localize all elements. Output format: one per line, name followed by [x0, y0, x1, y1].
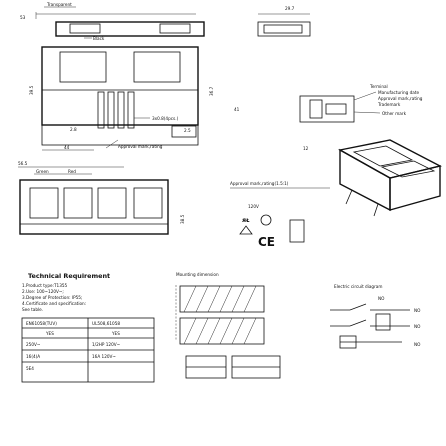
circuit-label-1: NO [378, 296, 385, 301]
table-header-1: EN61058(TUV) [26, 321, 57, 326]
detail-line-2: Approval mark,rating [378, 96, 423, 101]
table-cell-r3c1: 16(4)A [26, 354, 41, 359]
table-cell-r3c2: 16A 120V~ [92, 354, 116, 359]
ce-mark: CE [258, 235, 276, 249]
table-cell-r1c1: YES [46, 331, 54, 336]
mark-box [290, 220, 304, 242]
detail-terminal-label: Terminal [370, 84, 388, 89]
detail-leader-1 [354, 92, 376, 100]
detail-other-label: Other mark [382, 111, 407, 116]
requirement-line-3: 3.Degree of Protection: IP55; [22, 295, 83, 300]
top-cap-inner [264, 25, 302, 33]
top-window-right [160, 24, 190, 33]
detail-slot [310, 100, 322, 118]
terminal-2 [108, 92, 114, 128]
switch-leg-right [374, 204, 378, 216]
certification-table [22, 318, 154, 382]
front-view [18, 161, 185, 234]
circuit-diagram [330, 284, 421, 348]
switch-leg-left [346, 190, 352, 204]
dim-44-label: 44 [64, 145, 70, 150]
requirement-line-5: See table. [22, 307, 44, 312]
dim-12-label: 12 [303, 146, 309, 151]
detail-line-1: Manufacturing date [378, 90, 420, 95]
side-housing-outline [42, 47, 198, 125]
dim-2-8-label: 2.8 [70, 127, 77, 132]
dim-36-7-label: 36.7 [209, 86, 214, 96]
approval-symbols [240, 215, 304, 249]
circuit-coil [376, 314, 390, 330]
mounting-hatching [184, 286, 256, 344]
top-view [20, 2, 310, 41]
terminal-3 [118, 92, 124, 128]
dim-29-7-label: 29.7 [285, 6, 295, 11]
table-cell-r1c2: YES [112, 331, 120, 336]
red-label: Red [68, 169, 76, 174]
dim-53-label: 53 [20, 15, 26, 20]
front-button-far-right [134, 188, 162, 218]
marking-detail [230, 181, 330, 249]
mounting-title: Mounting dimension [176, 272, 219, 277]
circuit-label-2: NO [414, 308, 421, 313]
mounting-dimension [176, 272, 280, 378]
approval-mark-label: Approval mark,rating [118, 144, 163, 149]
dim-41-label: 41 [234, 107, 240, 112]
circuit-label-3: NO [414, 324, 421, 329]
side-upper-block-right [134, 52, 180, 82]
table-cell-r4c1: 5E4 [26, 366, 34, 371]
dim-39-5-label: 39.5 [29, 85, 34, 95]
terminal-size-label: 3x0.8(4pcs.) [152, 116, 179, 121]
circuit-label-4: NO [414, 342, 421, 347]
table-cell-r2c2: 1/2HP 120V~ [92, 342, 121, 347]
terminal-detail [300, 84, 423, 122]
requirements-title: Technical Requirement [28, 272, 111, 280]
table-cell-r2c1: 250V~ [26, 342, 41, 347]
circuit-title: Electric circuit diagram [334, 284, 383, 289]
black-label: Black [93, 36, 105, 41]
voltage-label: 120V [248, 204, 259, 209]
terminal-1 [98, 92, 104, 128]
side-upper-block [60, 52, 106, 82]
requirement-line-4: 4.Certificate and specification: [22, 301, 87, 306]
terminal-4 [128, 92, 134, 128]
approval-leader [106, 140, 118, 148]
circuit-switch-2 [350, 320, 366, 326]
transparent-label: Transparent [47, 2, 72, 7]
dim-2-5-label: 2.5 [184, 128, 191, 133]
requirement-line-1: 1.Product type:T1355 [22, 283, 68, 288]
requirement-line-2: 2.Use: 100~120V~; [22, 289, 64, 294]
detail-line-3: Trademark [378, 102, 401, 107]
green-label: Green [36, 169, 49, 174]
switch-front-face [390, 166, 440, 210]
top-window-left [70, 24, 100, 33]
technical-requirements [22, 272, 154, 382]
warning-triangle [240, 226, 252, 234]
dim-38-5-label: 38.5 [180, 214, 185, 224]
approval-caption: Approval mark,rating(1.5:1) [230, 181, 289, 186]
front-button-right [98, 188, 126, 218]
front-button-left [30, 188, 58, 218]
switch-isometric [340, 140, 440, 216]
detail-tab [326, 104, 346, 114]
tuv-symbol [261, 215, 271, 225]
detail-leader-2 [354, 112, 380, 113]
dim-56-5-label: 56.5 [18, 161, 28, 166]
table-header-2: UL508,61058 [92, 321, 121, 326]
ul-symbol: ᴙᴌ [242, 216, 250, 224]
side-view [29, 47, 309, 151]
front-button-middle [64, 188, 92, 218]
circuit-switch-1 [350, 304, 366, 310]
terminal-group [98, 92, 134, 128]
